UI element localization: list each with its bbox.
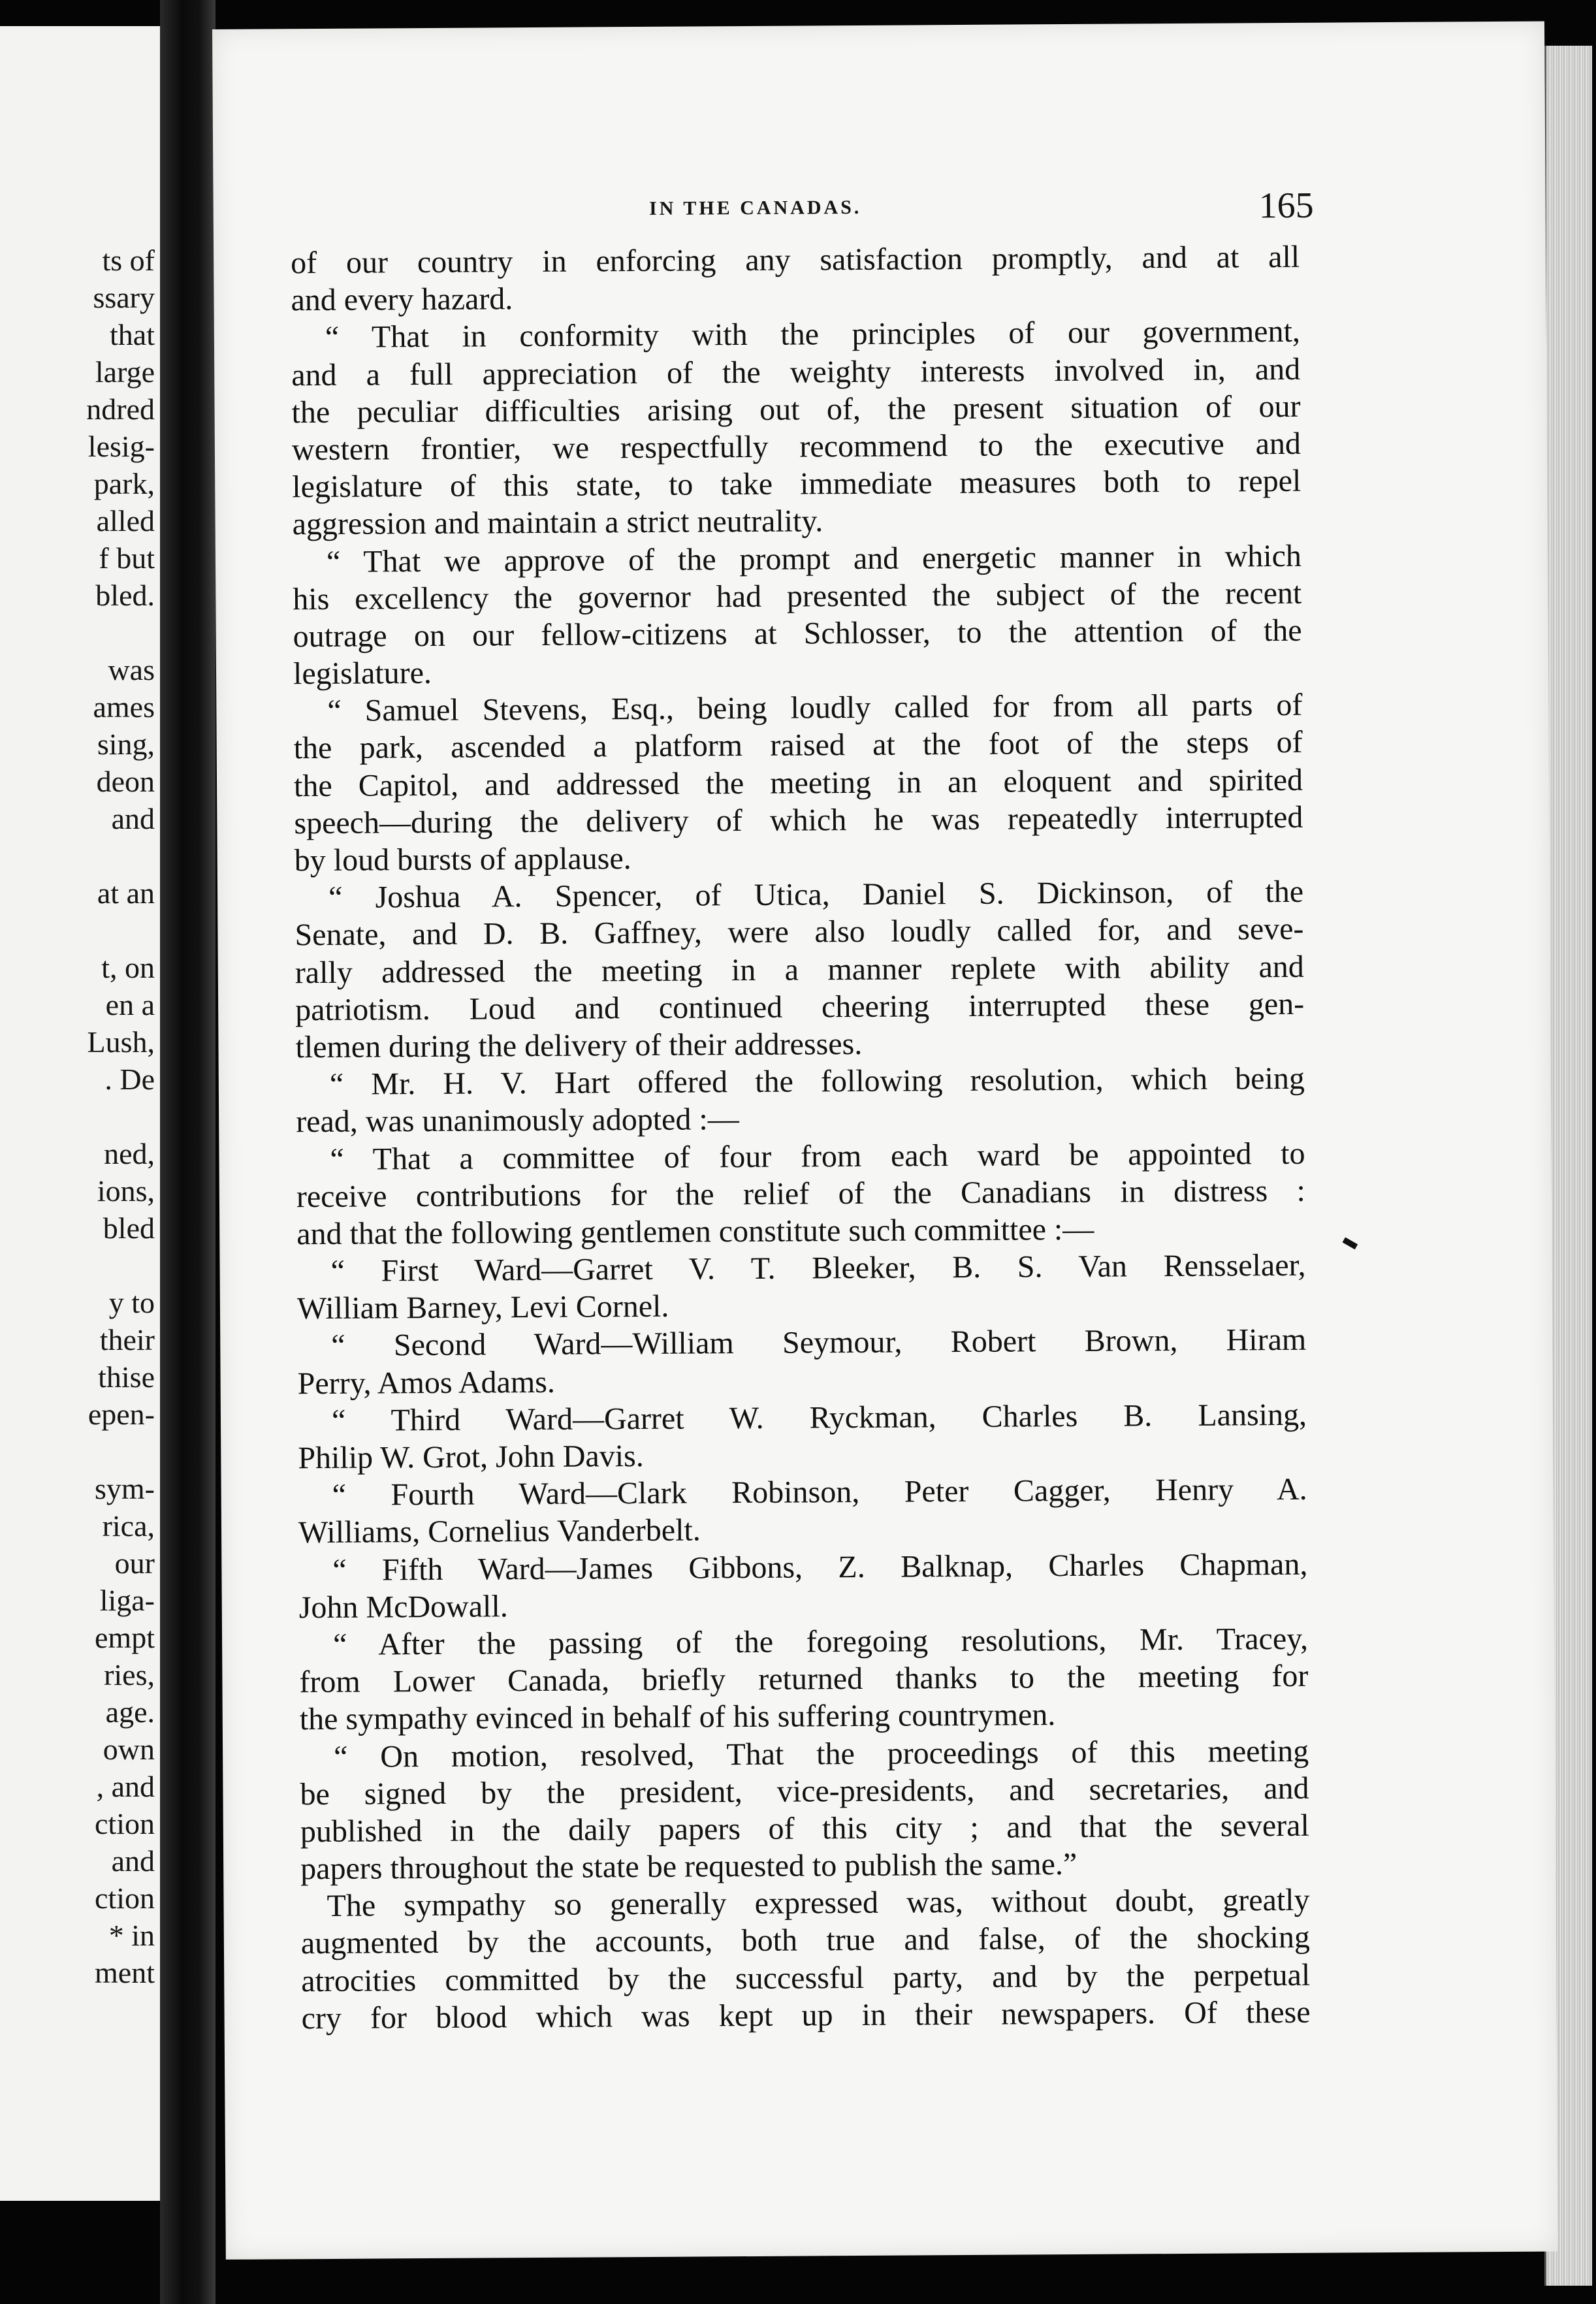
left-page-line: own: [103, 1733, 155, 1766]
text-line: of our country in enforcing any satisfaction promptly, and at all: [291, 239, 1300, 281]
left-page-line: ames: [93, 690, 155, 724]
left-page-line: [86, 1098, 155, 1135]
text-line: “ Second Ward—William Seymour, Robert Brown, Hiram: [331, 1322, 1307, 1364]
text-line: “ That we approve of the prompt and energetic manner in which: [326, 538, 1302, 579]
text-line: “ Samuel Stevens, Esq., being loudly called for from all parts of: [327, 688, 1303, 729]
left-page-line: lesig-: [88, 430, 155, 463]
text-line: “ On motion, resolved, That the proceedings of this meeting: [333, 1733, 1309, 1774]
text-line: “ Joshua A. Spencer, of Utica, Daniel S. Dickinson, of the: [328, 874, 1304, 916]
left-page-line: ions,: [97, 1174, 155, 1208]
left-page-line: [86, 837, 155, 874]
left-page-line: liga-: [99, 1584, 155, 1617]
text-line: aggression and maintain a strict neutrality.: [292, 504, 823, 542]
text-line: by loud bursts of applause.: [294, 841, 631, 878]
left-page-line: ssary: [93, 281, 155, 314]
body-text: [291, 238, 1311, 2037]
left-page-line: t, on: [101, 951, 155, 984]
left-page-line: ment: [95, 1956, 155, 1989]
left-page-line: ndred: [86, 392, 155, 426]
text-line: Philip W. Grot, John Davis.: [298, 1439, 644, 1476]
left-page-line: [86, 1433, 155, 1470]
text-line: Williams, Cornelius Vanderbelt.: [298, 1512, 701, 1550]
text-line: John McDowall.: [298, 1589, 508, 1625]
left-page-line: ts of: [102, 244, 155, 277]
right-page: [212, 22, 1558, 2260]
page-number: 165: [1258, 185, 1314, 227]
text-line: “ That in conformity with the principles of our government,: [325, 314, 1301, 355]
text-line: and that the following gentlemen constitute such committee :—: [296, 1211, 1094, 1252]
text-line: receive contributions for the relief of the Canadians in distress :: [296, 1173, 1306, 1214]
left-page-line: was: [108, 653, 155, 686]
text-line: from Lower Canada, briefly returned thanks to the meeting for: [299, 1658, 1309, 1700]
left-page-line: alled: [96, 504, 155, 537]
text-line: “ Fifth Ward—James Gibbons, Z. Balknap, Charles Chapman,: [332, 1546, 1308, 1588]
left-page-line: thise: [98, 1360, 155, 1394]
left-page-line: age.: [105, 1695, 155, 1729]
text-line: speech—during the delivery of which he was repeatedly interrupted: [294, 799, 1303, 841]
text-line: rally addressed the meeting in a manner replete with ability and: [295, 949, 1304, 990]
text-line: “ First Ward—Garret V. T. Bleeker, B. S. Van Rensselaer,: [330, 1247, 1306, 1288]
left-page-line: [86, 614, 155, 651]
left-page-line: bled.: [95, 579, 155, 612]
text-line: and every hazard.: [291, 281, 513, 318]
stray-ink-mark: [1343, 1238, 1358, 1250]
left-page-line: * in: [108, 1919, 155, 1952]
text-line: cry for blood which was kept up in their newspapers. Of these: [301, 1994, 1311, 2036]
left-page-line: sing,: [97, 728, 155, 761]
left-page-line: [86, 912, 155, 949]
left-page-line: and: [111, 802, 155, 835]
text-line: augmented by the accounts, both true and false, of the shocking: [300, 1920, 1311, 1961]
left-page-line: , and: [96, 1770, 155, 1803]
text-line: legislature.: [293, 656, 432, 692]
left-page-fragment: [0, 26, 160, 2201]
left-page-line: our: [114, 1546, 155, 1580]
text-line: “ That a committee of four from each ward be appointed to: [330, 1136, 1305, 1177]
text-line: his excellency the governor had presented the subject of the recent: [293, 575, 1302, 616]
left-page-line: deon: [96, 765, 155, 798]
left-page-line: ned,: [104, 1137, 155, 1170]
text-line: “ Fourth Ward—Clark Robinson, Peter Cagger, Henry A.: [332, 1471, 1307, 1513]
text-line: tlemen during the delivery of their addresses.: [295, 1026, 863, 1065]
left-page-line: en a: [105, 988, 155, 1021]
left-page-line: ries,: [104, 1658, 155, 1691]
left-page-line: rica,: [102, 1509, 155, 1543]
left-page-line: empt: [95, 1621, 155, 1654]
left-page-line: epen-: [88, 1398, 155, 1431]
book-gutter: [160, 0, 215, 2304]
text-line: “ Third Ward—Garret W. Ryckman, Charles B. Lansing,: [331, 1397, 1307, 1438]
left-page-line: sym-: [95, 1472, 155, 1505]
text-line: Perry, Amos Adams.: [297, 1364, 556, 1401]
text-line: the Capitol, and addressed the meeting in an eloquent and spirited: [293, 762, 1303, 803]
left-page-line: their: [99, 1323, 155, 1356]
left-page-line: ction: [95, 1881, 155, 1915]
left-page-line: large: [95, 355, 155, 389]
text-line: Senate, and D. B. Gaffney, were also loudly called for, and seve-: [295, 912, 1304, 953]
left-page-line: y to: [108, 1286, 155, 1319]
text-line: the park, ascended a platform raised at the foot of the steps of: [293, 725, 1303, 766]
text-line: papers throughout the state be requested to publish the same.”: [300, 1847, 1077, 1887]
left-page-line: f but: [99, 541, 155, 575]
text-line: published in the daily papers of this city ; and that the several: [300, 1808, 1309, 1849]
text-line: read, was unanimously adopted :—: [296, 1102, 739, 1140]
text-line: the sympathy evinced in behalf of his suffering countrymen.: [299, 1697, 1056, 1737]
text-line: William Barney, Levi Cornel.: [296, 1289, 669, 1326]
left-page-line: ction: [95, 1807, 155, 1840]
left-page-line: and: [111, 1844, 155, 1878]
text-line: outrage on our fellow-citizens at Schlosser, to the attention of the: [293, 613, 1302, 654]
text-line: atrocities committed by the successful party, and by the perpetual: [301, 1957, 1311, 1998]
left-page-line: Lush,: [87, 1025, 155, 1059]
text-line: western frontier, we respectfully recommend to the executive and: [291, 426, 1301, 468]
text-line: legislature of this state, to take immediate measures both to repel: [292, 463, 1301, 505]
text-line: the peculiar difficulties arising out of, the present situation of our: [291, 389, 1301, 430]
left-page-line: that: [110, 318, 155, 351]
left-page-text: [86, 242, 155, 1991]
text-line: The sympathy so generally expressed was, without doubt, greatly: [327, 1883, 1310, 1924]
left-page-line: park,: [93, 467, 155, 500]
left-page-line: . De: [104, 1063, 155, 1096]
text-line: “ After the passing of the foregoing resolutions, Mr. Tracey,: [332, 1621, 1309, 1662]
text-line: and a full appreciation of the weighty interests involved in, and: [291, 351, 1301, 392]
text-line: patriotism. Loud and continued cheering interrupted these gen-: [295, 986, 1305, 1028]
left-page-line: bled: [103, 1211, 155, 1245]
running-head: IN THE CANADAS.: [648, 196, 862, 219]
left-page-line: at an: [97, 876, 155, 910]
text-line: “ Mr. H. V. Hart offered the following resolution, which being: [329, 1061, 1305, 1102]
left-page-line: [86, 1247, 155, 1284]
text-line: be signed by the president, vice-presidents, and secretaries, and: [300, 1770, 1309, 1812]
